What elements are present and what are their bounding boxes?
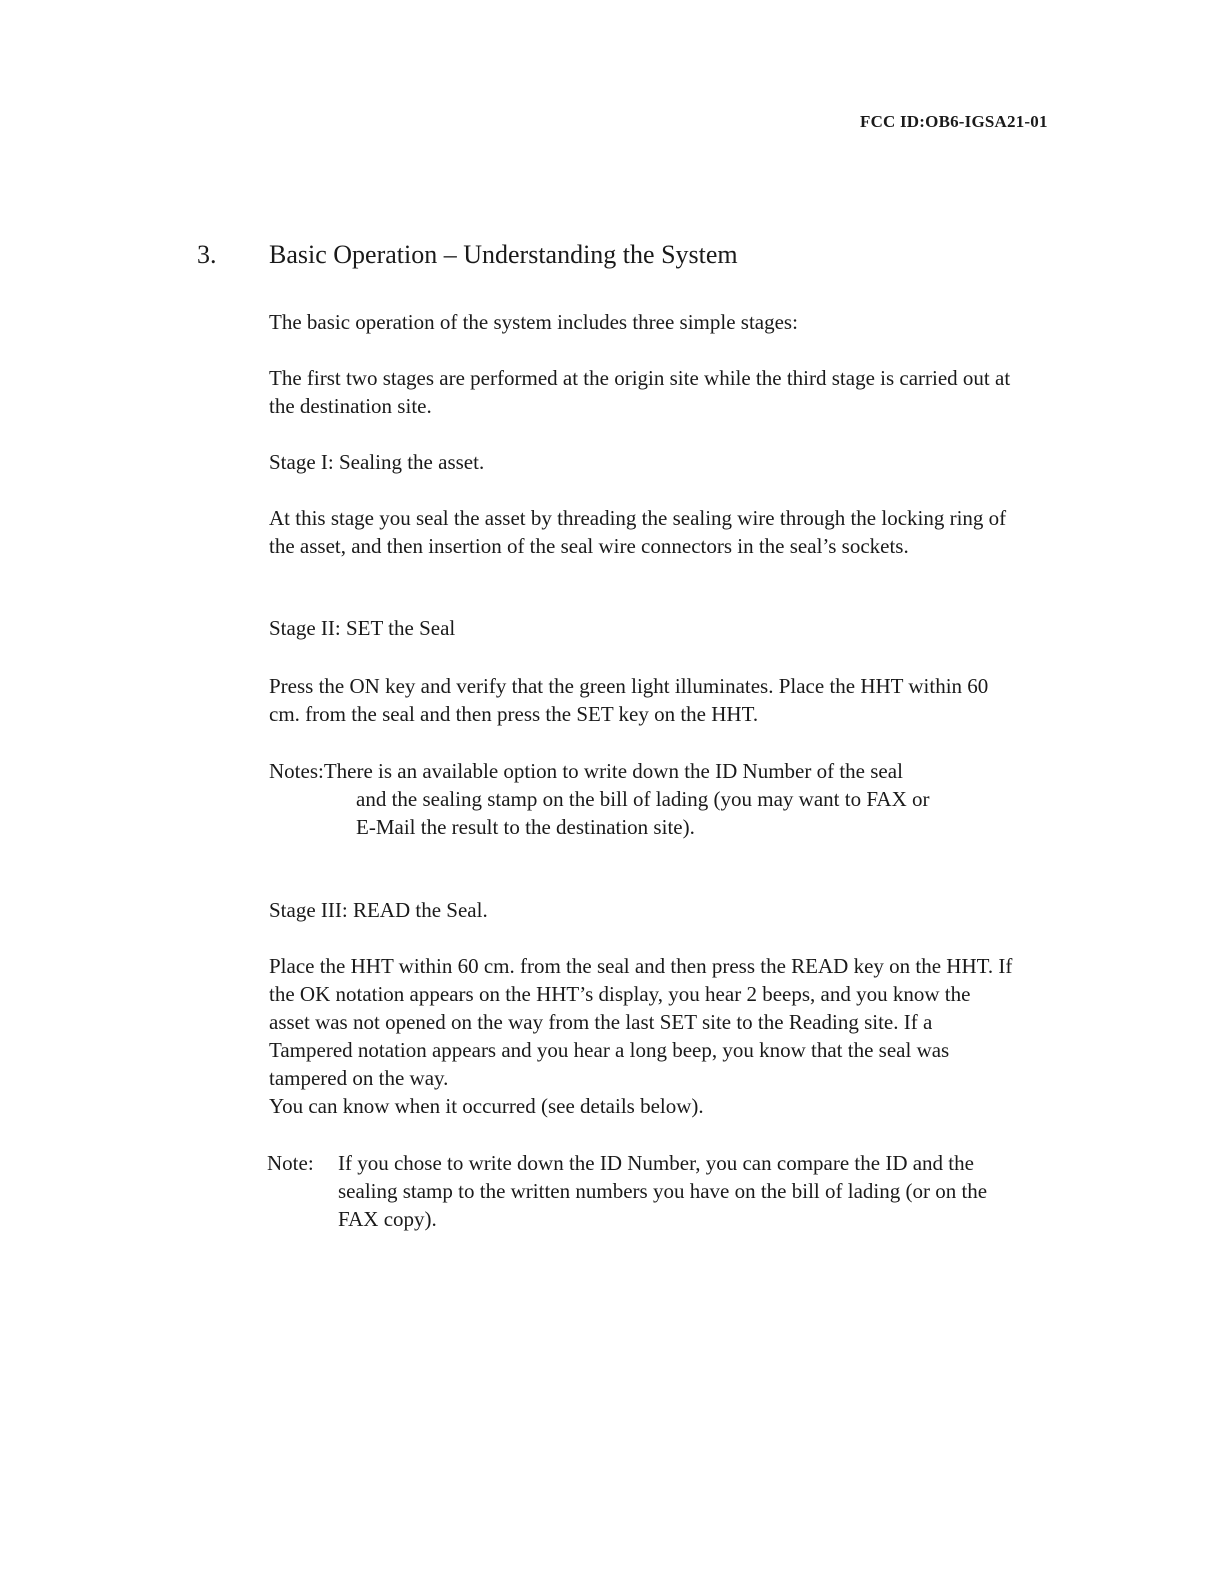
note-text: If you chose to write down the ID Number, you can compare the ID and the sealing stamp to the written numbers you have on the bill of lading (or on the FAX copy). <box>338 1151 988 1231</box>
notes-block-first <box>269 757 1029 841</box>
notes-line-1: There is an available option to write down the ID Number of the seal <box>323 759 903 783</box>
notes-line-2: and the sealing stamp on the bill of lading (you may want to FAX or <box>356 787 930 811</box>
notes-line-3: E-Mail the result to the destination site). <box>356 815 695 839</box>
notes-block-second <box>267 1149 1027 1233</box>
stage3-heading: Stage III: READ the Seal. <box>269 898 488 922</box>
section-number: 3. <box>197 240 217 269</box>
fcc-id-header: FCC ID:OB6-IGSA21-01 <box>860 112 1048 131</box>
stages-location-paragraph: The first two stages are performed at the origin site while the third stage is carried out at the destination site. <box>269 366 1011 418</box>
stage3-body: Place the HHT within 60 cm. from the seal and then press the READ key on the HHT. If the OK notation appears on the HHT’s display, you hear 2 beeps, and you know the asset was not opened on the way from the last SET site to the Reading site. If a Tampered notation appears and you hear a long beep, you know that the seal was tampered on the way. <box>269 954 1013 1090</box>
stage2-body: Press the ON key and verify that the green light illuminates. Place the HHT within 60 cm. from the seal and then press the SET key on the HHT. <box>269 674 989 726</box>
stage2-heading: Stage II: SET the Seal <box>269 616 456 640</box>
notes-label: Notes: <box>269 759 324 783</box>
stage1-body: At this stage you seal the asset by threading the sealing wire through the locking ring of the asset, and then insertion of the seal wire connectors in the seal’s sockets. <box>269 506 1007 558</box>
stage3-extra: You can know when it occurred (see details below). <box>269 1094 704 1118</box>
section-title: Basic Operation – Understanding the System <box>269 240 738 269</box>
intro-paragraph: The basic operation of the system includes three simple stages: <box>269 310 798 334</box>
stage1-heading: Stage I: Sealing the asset. <box>269 450 485 474</box>
note-label: Note: <box>267 1151 314 1175</box>
